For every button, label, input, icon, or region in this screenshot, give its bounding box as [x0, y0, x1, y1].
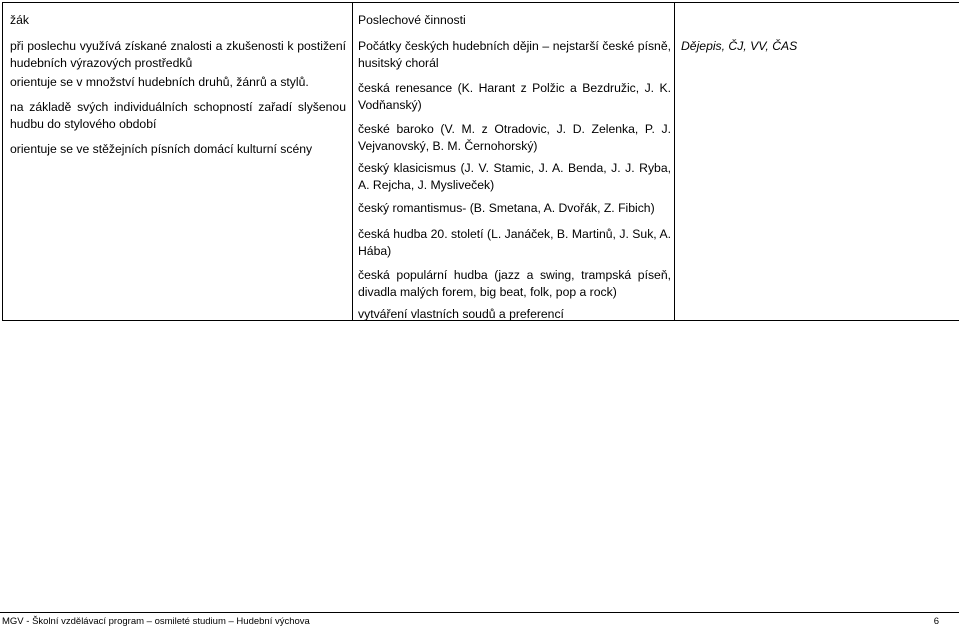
cross-subject-column — [675, 3, 959, 321]
content-item: český klasicismus (J. V. Stamic, J. A. Benda, J. J. Ryba, A. Rejcha, J. Mysliveček) — [358, 161, 671, 192]
outcome-item: orientuje se ve stěžejních písních domácí kulturní scény — [10, 142, 313, 156]
footer-title: MGV - Školní vzdělávací program – osmileté studium – Hudební výchova — [2, 616, 310, 627]
content-header: Poslechové činnosti — [358, 13, 466, 27]
content-item: české baroko (V. M. z Otradovic, J. D. Zelenka, P. J. Vejvanovský, B. M. Černohorský) — [358, 122, 671, 153]
outcomes-header: žák — [10, 13, 29, 27]
outcomes-column — [3, 3, 353, 321]
outcome-item: na základě svých individuálních schopností zařadí slyšenou hudbu do stylového období — [10, 100, 346, 131]
content-item: česká hudba 20. století (L. Janáček, B. Martinů, J. Suk, A. Hába) — [358, 227, 671, 258]
content-item: česká renesance (K. Harant z Polžic a Bezdružic, J. K. Vodňanský) — [358, 81, 671, 112]
curriculum-table — [2, 2, 959, 321]
outcome-item: při poslechu využívá získané znalosti a zkušenosti k postižení hudebních výrazových prostředků — [10, 39, 346, 70]
page-number: 6 — [933, 616, 939, 627]
outcome-item: orientuje se v množství hudebních druhů, žánrů a stylů. — [10, 75, 309, 89]
content-column — [353, 3, 675, 321]
content-item: vytváření vlastních soudů a preferencí — [358, 307, 564, 321]
page-footer — [0, 612, 959, 627]
content-item: česká populární hudba (jazz a swing, trampská píseň, divadla malých forem, big beat, folk, pop a rock) — [358, 268, 671, 299]
content-item: český romantismus- (B. Smetana, A. Dvořák, Z. Fibich) — [358, 201, 655, 215]
cross-subject-note: Dějepis, ČJ, VV, ČAS — [681, 39, 798, 53]
content-item: Počátky českých hudebních dějin – nejstarší české písně, husitský chorál — [358, 39, 671, 70]
